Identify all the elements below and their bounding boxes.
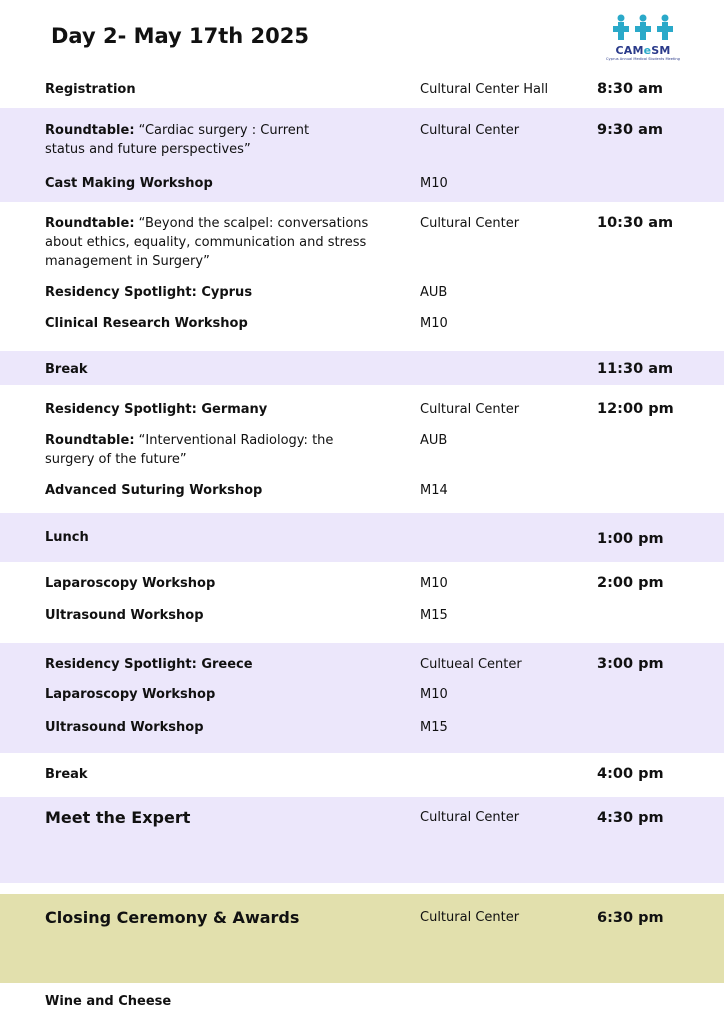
event-title: Roundtable: “Cardiac surgery : Current status and future perspectives”: [45, 123, 310, 157]
logo-wordmark: CAMeSM: [615, 44, 671, 57]
event-title: Break: [45, 767, 88, 782]
event-location: Cultural Center: [420, 810, 520, 825]
event-time: 2:00 pm: [597, 575, 664, 591]
event-title: Residency Spotlight: Greece: [45, 657, 253, 672]
event-location: Cultural Center: [420, 910, 520, 925]
event-title: Lunch: [45, 530, 89, 545]
event-title: Meet the Expert: [45, 808, 191, 827]
event-location: Cultural Center Hall: [420, 82, 549, 97]
event-title: Clinical Research Workshop: [45, 316, 248, 331]
event-title: Roundtable: “Interventional Radiology: the surgery of the future”: [45, 433, 334, 467]
event-time: 8:30 am: [597, 81, 664, 97]
event-time: 4:00 pm: [597, 766, 664, 782]
event-title: Closing Ceremony & Awards: [45, 908, 300, 927]
event-time: 1:00 pm: [597, 531, 664, 547]
event-location: Cultueal Center: [420, 657, 522, 672]
event-location: M10: [420, 176, 448, 191]
event-location: AUB: [420, 433, 448, 448]
event-location: M15: [420, 608, 448, 623]
event-title: Cast Making Workshop: [45, 176, 213, 191]
event-time: 9:30 am: [597, 122, 664, 138]
page-title: Day 2- May 17th 2025: [51, 24, 309, 48]
event-title: Registration: [45, 82, 136, 97]
logo-subtitle: Cyprus Annual Medical Students Meeting: [606, 57, 680, 61]
event-title: Ultrasound Workshop: [45, 720, 204, 735]
event-title: Residency Spotlight: Germany: [45, 402, 268, 417]
event-location: M10: [420, 576, 448, 591]
event-title: Roundtable: “Beyond the scalpel: conversations about ethics, equality, communication and stress management in Surgery”: [45, 216, 369, 269]
event-time: 4:30 pm: [597, 810, 664, 826]
event-time: 6:30 pm: [597, 910, 664, 926]
event-title: Advanced Suturing Workshop: [45, 483, 263, 498]
event-time: 3:00 pm: [597, 656, 664, 672]
event-title: Wine and Cheese: [45, 994, 172, 1009]
event-location: M14: [420, 483, 448, 498]
event-location: Cultural Center: [420, 402, 520, 417]
event-location: Cultural Center: [420, 216, 520, 231]
event-time: 12:00 pm: [597, 401, 674, 417]
event-title: Laparoscopy Workshop: [45, 687, 216, 702]
event-title: Ultrasound Workshop: [45, 608, 204, 623]
event-title: Residency Spotlight: Cyprus: [45, 285, 253, 300]
event-location: M15: [420, 720, 448, 735]
people-icon: [611, 14, 675, 42]
event-time: 11:30 am: [597, 361, 674, 377]
event-title: Laparoscopy Workshop: [45, 576, 216, 591]
event-logo: [603, 14, 683, 66]
event-location: Cultural Center: [420, 123, 520, 138]
event-location: AUB: [420, 285, 448, 300]
event-title: Break: [45, 362, 88, 377]
event-time: 10:30 am: [597, 215, 674, 231]
event-location: M10: [420, 316, 448, 331]
event-location: M10: [420, 687, 448, 702]
